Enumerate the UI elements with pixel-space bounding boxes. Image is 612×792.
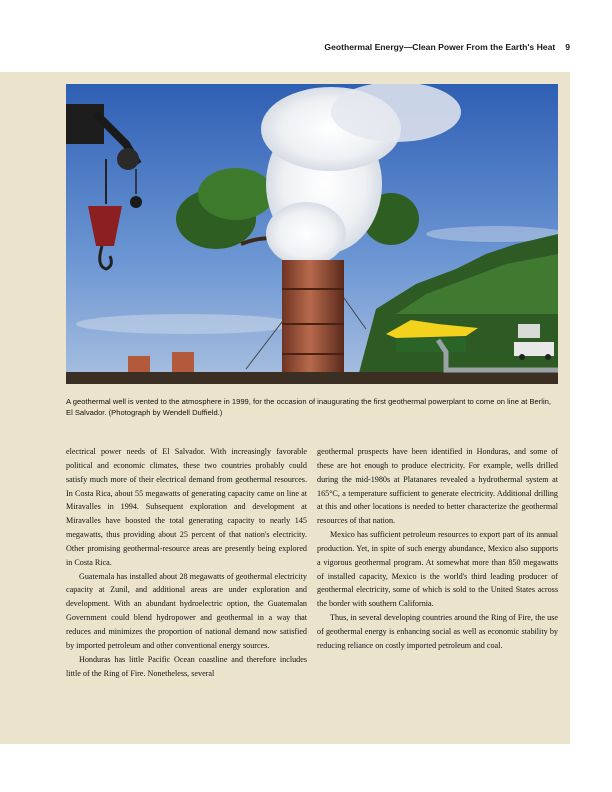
body-column-right <box>317 445 558 653</box>
body-column-left <box>66 445 307 680</box>
paragraph: Mexico has sufficient petroleum resources to export part of its annual production. Yet, in spite of such energy abundance, Mexico also supports a vigorous geothermal program. At somewhat more than 850 megawatts of installed capacity, Mexico is the world's third leading producer of geothermal electricity, some of which is sold to the United States across the border with southern California. <box>317 530 558 609</box>
running-head <box>0 42 570 52</box>
paragraph: geothermal prospects have been identified in Honduras, and some of these are hot enough to produce electricity. For example, wells drilled during the mid-1980s at Platanares revealed a hydrothermal system at 165°C, a temperature sufficient to generate electricity. Additional drilling at this and other locations is needed to better characterize the geothermal resources of that nation. <box>317 447 558 526</box>
paragraph: Honduras has little Pacific Ocean coastline and therefore includes little of the Ring of Fire. Nonetheless, several <box>66 654 307 678</box>
page-number: 9 <box>565 42 570 52</box>
geothermal-well-photo <box>66 84 558 384</box>
paragraph: Guatemala has installed about 28 megawatts of geothermal electricity capacity at Zunil, and additional areas are under exploration and development. With an abundant hydroelectric option, the Guatemalan Government could blend hydropower and geothermal in a way that reduces and minimizes the proportion of national demand now satisfied by imported petroleum and other conventional energy sources. <box>66 571 307 650</box>
figure-caption: A geothermal well is vented to the atmosphere in 1999, for the occasion of inaugurating the first geothermal powerplant to come on line at Berlin, El Salvador. (Photograph by Wendell Duffield.) <box>66 397 552 418</box>
paragraph: Thus, in several developing countries around the Ring of Fire, the use of geothermal energy is enhancing social as well as economic stability by reducing reliance on costly imported petroleum and coal. <box>317 613 558 650</box>
running-head-title: Geothermal Energy—Clean Power From the Earth's Heat <box>324 42 556 52</box>
paragraph: electrical power needs of El Salvador. With increasingly favorable political and economic climates, these two countries probably could satisfy much more of their electrical demand from geothermal resources. In Costa Rica, about 55 megawatts of generating capacity came on line at Miravalles in 1994. Subsequent exploration and development at Miravalles have boosted the total generating capacity to nearly 145 megawatts, thus providing about 25 percent of that nation's electricity. Other promising geothermal-resource areas are presently being explored in Costa Rica. <box>66 447 307 567</box>
